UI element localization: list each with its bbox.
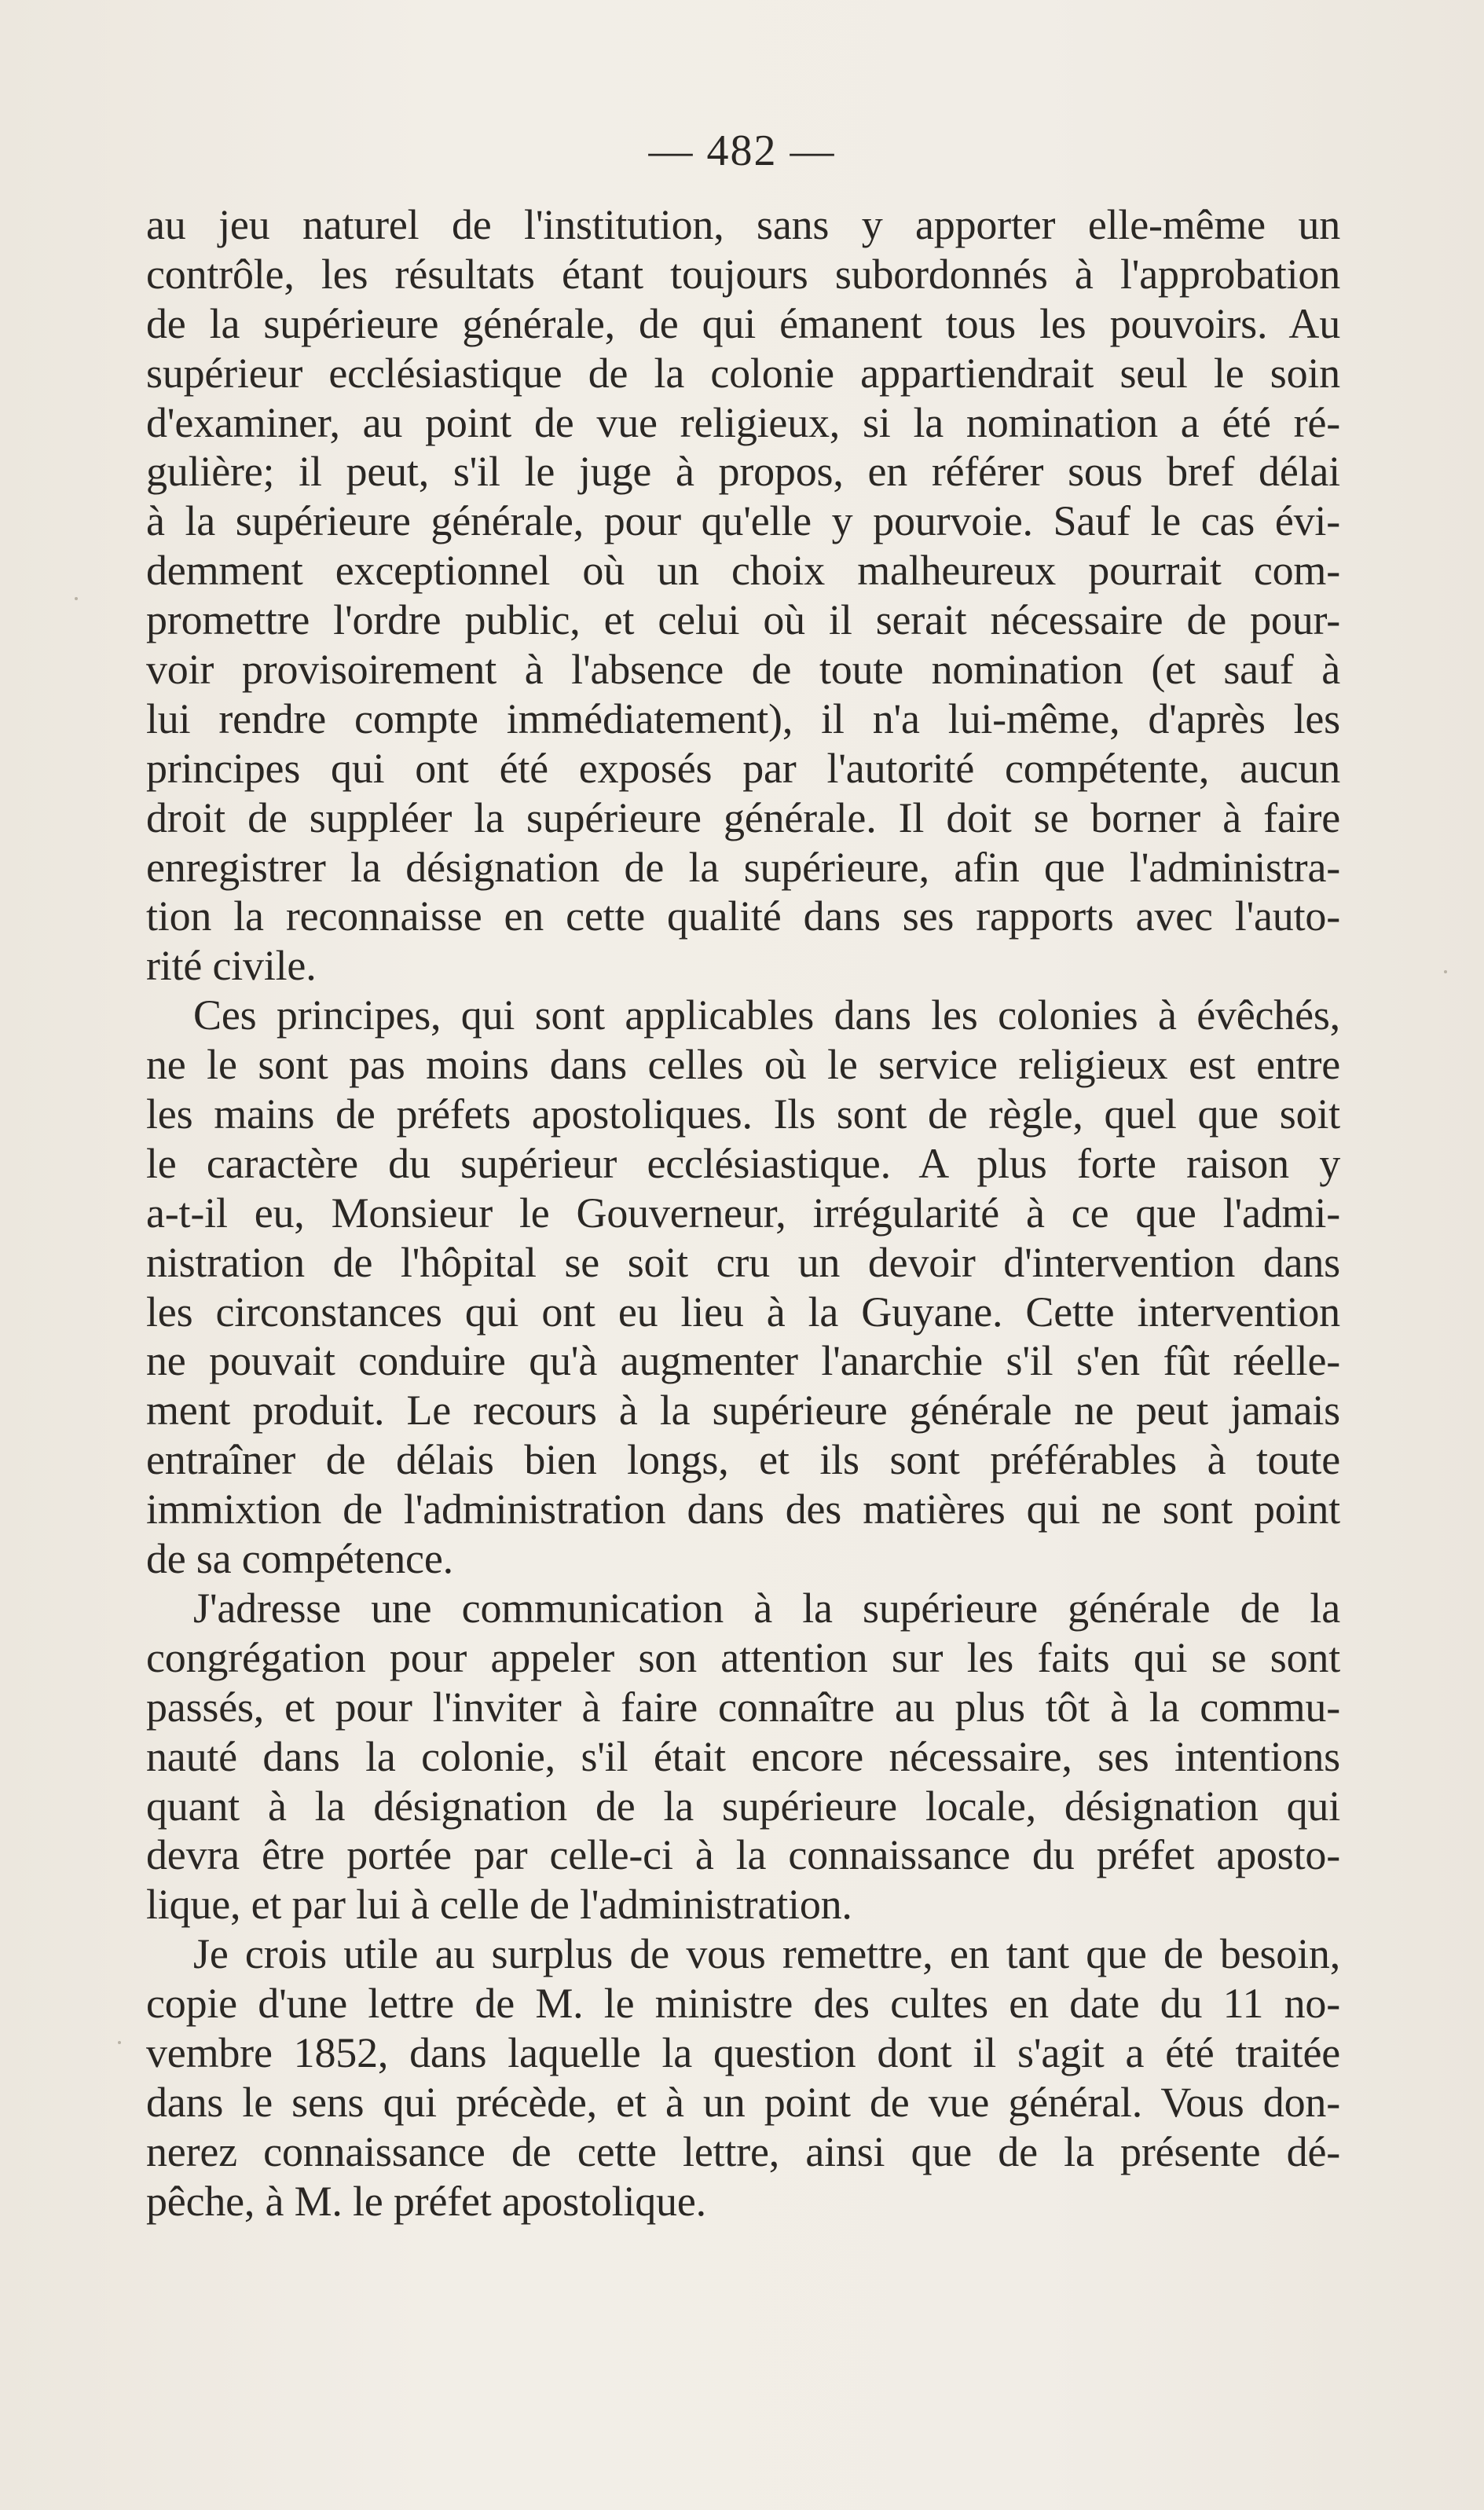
text-line: lique, et par lui à celle de l'administration. xyxy=(146,1881,852,1929)
paper-speck xyxy=(75,597,78,600)
text-line: au jeu naturel de l'institution, sans y apporter elle-même un xyxy=(146,201,1340,248)
text-line: contrôle, les résultats étant toujours subordonnés à l'approbation xyxy=(146,250,1340,298)
text-line: immixtion de l'administration dans des matières qui ne sont point xyxy=(146,1486,1340,1533)
paper-speck xyxy=(118,2041,121,2044)
text-line: lui rendre compte immédiatement), il n'a lui-même, d'après les xyxy=(146,694,1340,742)
body-text xyxy=(146,200,1340,2226)
text-line: vembre 1852, dans laquelle la question dont il s'agit a été traitée xyxy=(146,2028,1340,2076)
text-line: demment exceptionnel où un choix malheureux pourrait com- xyxy=(146,547,1340,595)
page-number: — 482 — xyxy=(648,126,836,175)
text-line: d'examiner, au point de vue religieux, si la nomination a été ré- xyxy=(146,398,1340,446)
text-line: congrégation pour appeler son attention sur les faits qui se sont xyxy=(146,1633,1340,1681)
text-line: les mains de préfets apostoliques. Ils sont de règle, quel que soit xyxy=(146,1090,1340,1138)
text-line: promettre l'ordre public, et celui où il serait nécessaire de pour- xyxy=(146,596,1340,644)
text-line: rité civile. xyxy=(146,942,317,990)
text-line: nerez connaissance de cette lettre, ainsi que de la présente dé- xyxy=(146,2127,1340,2175)
text-line: voir provisoirement à l'absence de toute nomination (et sauf à xyxy=(146,646,1340,694)
text-line: à la supérieure générale, pour qu'elle y pourvoie. Sauf le cas évi- xyxy=(146,497,1340,545)
text-line: devra être portée par celle-ci à la connaissance du préfet aposto- xyxy=(146,1831,1340,1879)
text-line: nistration de l'hôpital se soit cru un devoir d'intervention dans xyxy=(146,1238,1340,1286)
text-line: supérieur ecclésiastique de la colonie appartiendrait seul le soin xyxy=(146,349,1340,397)
text-line: Je crois utile au surplus de vous remettre, en tant que de besoin, xyxy=(193,1930,1340,1978)
text-line: le caractère du supérieur ecclésiastique. A plus forte raison y xyxy=(146,1139,1340,1187)
text-line: quant à la désignation de la supérieure locale, désignation qui xyxy=(146,1782,1340,1830)
text-line: a-t-il eu, Monsieur le Gouverneur, irrégularité à ce que l'admi- xyxy=(146,1189,1340,1237)
text-line: entraîner de délais bien longs, et ils sont préférables à toute xyxy=(146,1436,1340,1484)
text-line: pêche, à M. le préfet apostolique. xyxy=(146,2177,706,2225)
text-line: ne le sont pas moins dans celles où le service religieux est entre xyxy=(146,1041,1340,1089)
text-line: copie d'une lettre de M. le ministre des cultes en date du 11 no- xyxy=(146,1980,1340,2028)
text-line: Ces principes, qui sont applicables dans les colonies à évêchés, xyxy=(193,991,1340,1039)
text-line: passés, et pour l'inviter à faire connaître au plus tôt à la commu- xyxy=(146,1683,1340,1731)
text-line: de la supérieure générale, de qui émanent tous les pouvoirs. Au xyxy=(146,299,1340,347)
text-line: principes qui ont été exposés par l'autorité compétente, aucun xyxy=(146,744,1340,792)
text-line: enregistrer la désignation de la supérieure, afin que l'administra- xyxy=(146,843,1340,891)
text-line: les circonstances qui ont eu lieu à la Guyane. Cette intervention xyxy=(146,1288,1340,1336)
text-line: gulière; il peut, s'il le juge à propos, en référer sous bref délai xyxy=(146,448,1340,496)
text-line: nauté dans la colonie, s'il était encore nécessaire, ses intentions xyxy=(146,1732,1340,1780)
text-line: droit de suppléer la supérieure générale. Il doit se borner à faire xyxy=(146,793,1340,841)
text-line: tion la reconnaisse en cette qualité dans ses rapports avec l'auto- xyxy=(146,892,1340,940)
text-line: ment produit. Le recours à la supérieure générale ne peut jamais xyxy=(146,1387,1340,1435)
text-line: dans le sens qui précède, et à un point de vue général. Vous don- xyxy=(146,2078,1340,2126)
paper-speck xyxy=(1444,970,1447,973)
text-line: J'adresse une communication à la supérieure générale de la xyxy=(193,1584,1340,1632)
text-line: de sa compétence. xyxy=(146,1535,453,1583)
text-line: ne pouvait conduire qu'à augmenter l'anarchie s'il s'en fût réelle- xyxy=(146,1337,1340,1385)
